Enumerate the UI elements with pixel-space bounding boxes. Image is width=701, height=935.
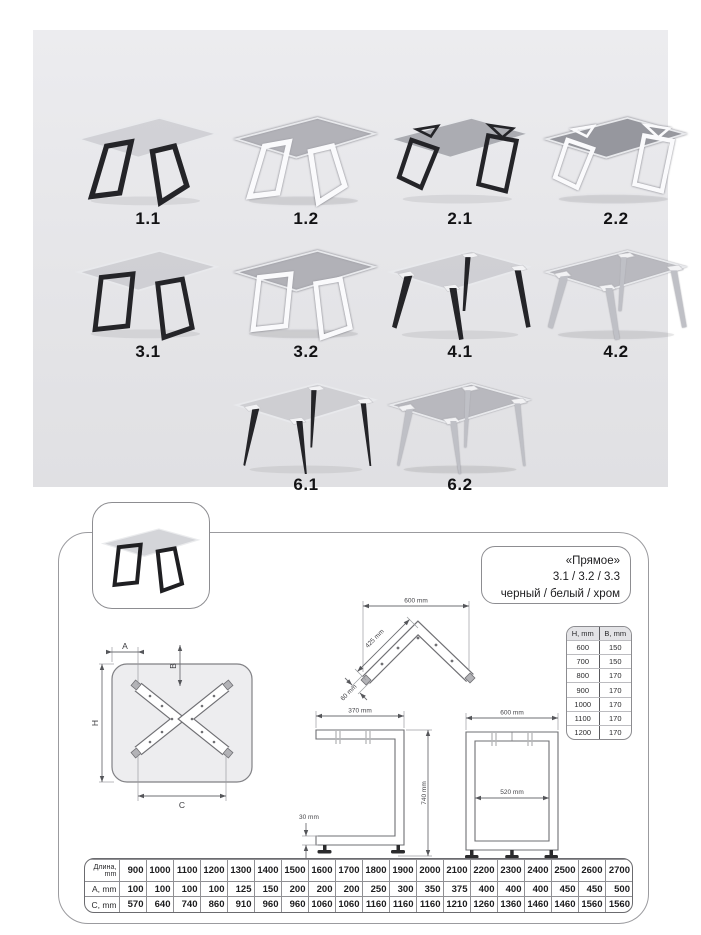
dim-label-side-foot: 30 mm (299, 814, 319, 821)
table-cell: 910 (227, 897, 254, 912)
table-image-6-1 (231, 368, 381, 474)
table-cell: 600 (567, 640, 599, 654)
table-cell: 1600 (308, 860, 335, 882)
table-cell: 1300 (227, 860, 254, 882)
table-cell: 200 (335, 881, 362, 897)
dim-label-corner-profile: 60 mm (339, 683, 359, 703)
table-cell: 960 (281, 897, 308, 912)
table-cell: 125 (227, 881, 254, 897)
table-cell: 2600 (578, 860, 605, 882)
table-cell: 1160 (416, 897, 443, 912)
table-cell: 1500 (281, 860, 308, 882)
dim-label-c: C (178, 800, 186, 810)
table-cell: 2400 (524, 860, 551, 882)
table-cell: 900 (567, 683, 599, 697)
row-header: C, mm (85, 897, 119, 912)
product-label: 3.2 (293, 342, 319, 361)
table-cell: 250 (362, 881, 389, 897)
product-label: 2.1 (447, 209, 473, 228)
table-cell: 1400 (254, 860, 281, 882)
table-cell: 1560 (578, 897, 605, 912)
product-label: 4.1 (447, 342, 473, 361)
product-label: 1.1 (135, 209, 161, 228)
product-label: 1.2 (293, 209, 319, 228)
table-cell: 900 (119, 860, 146, 882)
table-cell: 150 (599, 640, 631, 654)
table-cell: 960 (254, 897, 281, 912)
table-cell: 200 (281, 881, 308, 897)
spec-title-line2: 3.1 / 3.2 / 3.3 (552, 571, 620, 584)
table-image-3-1 (73, 235, 223, 341)
table-image-6-2 (385, 368, 535, 474)
table-cell: 100 (146, 881, 173, 897)
product-photo (92, 502, 210, 609)
product-cell-6-1 (231, 368, 381, 495)
table-cell: 860 (200, 897, 227, 912)
table-cell: 1460 (524, 897, 551, 912)
table-cell: 400 (524, 881, 551, 897)
dim-label-b: B (168, 663, 178, 669)
table-cell: 170 (599, 669, 631, 683)
dim-label-side-height: 740 mm (421, 781, 428, 805)
table-cell: 2700 (605, 860, 632, 882)
table-cell: 1200 (200, 860, 227, 882)
table-cell: 375 (443, 881, 470, 897)
table-cell: 1160 (389, 897, 416, 912)
table-cell: 1460 (551, 897, 578, 912)
row-header: Длина, mm (85, 860, 119, 882)
product-cell-4-2 (541, 235, 691, 362)
table-cell: 1060 (308, 897, 335, 912)
table-cell: 2200 (470, 860, 497, 882)
table-cell: 2000 (416, 860, 443, 882)
table-cell: 150 (254, 881, 281, 897)
dim-label-side-width: 370 mm (348, 707, 372, 715)
product-photo-image (99, 518, 203, 594)
dim-label-front-width: 600 mm (500, 709, 524, 717)
table-cell: 2500 (551, 860, 578, 882)
dim-label-corner-arm: 425 mm (364, 628, 386, 650)
catalog-panel (33, 30, 668, 494)
table-cell: 1800 (362, 860, 389, 882)
table-cell: 1900 (389, 860, 416, 882)
table-cell: 450 (551, 881, 578, 897)
table-image-4-2 (541, 235, 691, 341)
spec-title-box (481, 546, 631, 604)
table-cell: 1000 (567, 697, 599, 711)
table-cell: 800 (567, 669, 599, 683)
product-cell-4-1 (385, 235, 535, 362)
row-header: A, mm (85, 881, 119, 897)
table-image-4-1 (385, 235, 535, 341)
table-cell: 150 (599, 655, 631, 669)
table-cell: 170 (599, 711, 631, 725)
product-cell-1-2 (231, 102, 381, 229)
table-cell: 400 (497, 881, 524, 897)
table-cell: 740 (173, 897, 200, 912)
corner-detail-drawing (336, 588, 486, 706)
hb-table (566, 626, 632, 740)
hb-table-grid (567, 627, 631, 739)
table-cell: 100 (200, 881, 227, 897)
table-cell: 350 (416, 881, 443, 897)
dim-label-front-inner: 520 mm (500, 789, 524, 796)
spec-title-line1: «Прямое» (565, 555, 620, 567)
top-view-drawing (82, 630, 272, 820)
spec-title-line3: черный / белый / хром (500, 587, 620, 600)
table-image-1-1 (73, 102, 223, 208)
table-cell: B, mm (599, 627, 631, 640)
table-cell: 1200 (567, 725, 599, 739)
table-cell: 640 (146, 897, 173, 912)
dim-label-corner-width: 600 mm (404, 597, 428, 605)
size-table-grid (85, 859, 632, 912)
table-cell: 100 (173, 881, 200, 897)
table-cell: 2300 (497, 860, 524, 882)
product-cell-3-2 (231, 235, 381, 362)
table-cell: 300 (389, 881, 416, 897)
product-label: 2.2 (603, 209, 629, 228)
table-cell: 450 (578, 881, 605, 897)
product-cell-6-2 (385, 368, 535, 495)
table-cell: 1560 (605, 897, 632, 912)
table-image-2-1 (385, 102, 535, 208)
table-cell: 1100 (567, 711, 599, 725)
table-cell: 1210 (443, 897, 470, 912)
table-cell: 1360 (497, 897, 524, 912)
product-cell-1-1 (73, 102, 223, 229)
table-cell: 1000 (146, 860, 173, 882)
table-cell: 170 (608, 727, 622, 737)
table-image-3-2 (231, 235, 381, 341)
table-cell: 400 (470, 881, 497, 897)
table-cell: 2100 (443, 860, 470, 882)
table-image-2-2 (541, 102, 691, 208)
size-table (84, 858, 633, 913)
table-cell: 100 (119, 881, 146, 897)
table-cell: 700 (567, 655, 599, 669)
table-cell: 170 (599, 697, 631, 711)
product-label: 3.1 (135, 342, 161, 361)
product-cell-2-2 (541, 102, 691, 229)
table-cell: 570 (119, 897, 146, 912)
dim-label-a: A (122, 641, 128, 651)
table-cell: 1100 (173, 860, 200, 882)
table-cell: 170 (599, 683, 631, 697)
front-view-drawing (452, 702, 572, 867)
product-cell-3-1 (73, 235, 223, 362)
table-cell: 1700 (335, 860, 362, 882)
product-label: 6.1 (293, 475, 319, 494)
table-cell: 1060 (335, 897, 362, 912)
table-cell: 1160 (362, 897, 389, 912)
dim-label-h: H (90, 719, 100, 727)
side-view-drawing (298, 700, 448, 865)
product-label: 4.2 (603, 342, 629, 361)
table-cell: H, mm (567, 627, 599, 640)
product-label: 6.2 (447, 475, 473, 494)
table-cell: 500 (605, 881, 632, 897)
table-image-1-2 (231, 102, 381, 208)
product-cell-2-1 (385, 102, 535, 229)
table-cell: 200 (308, 881, 335, 897)
table-cell: 1260 (470, 897, 497, 912)
